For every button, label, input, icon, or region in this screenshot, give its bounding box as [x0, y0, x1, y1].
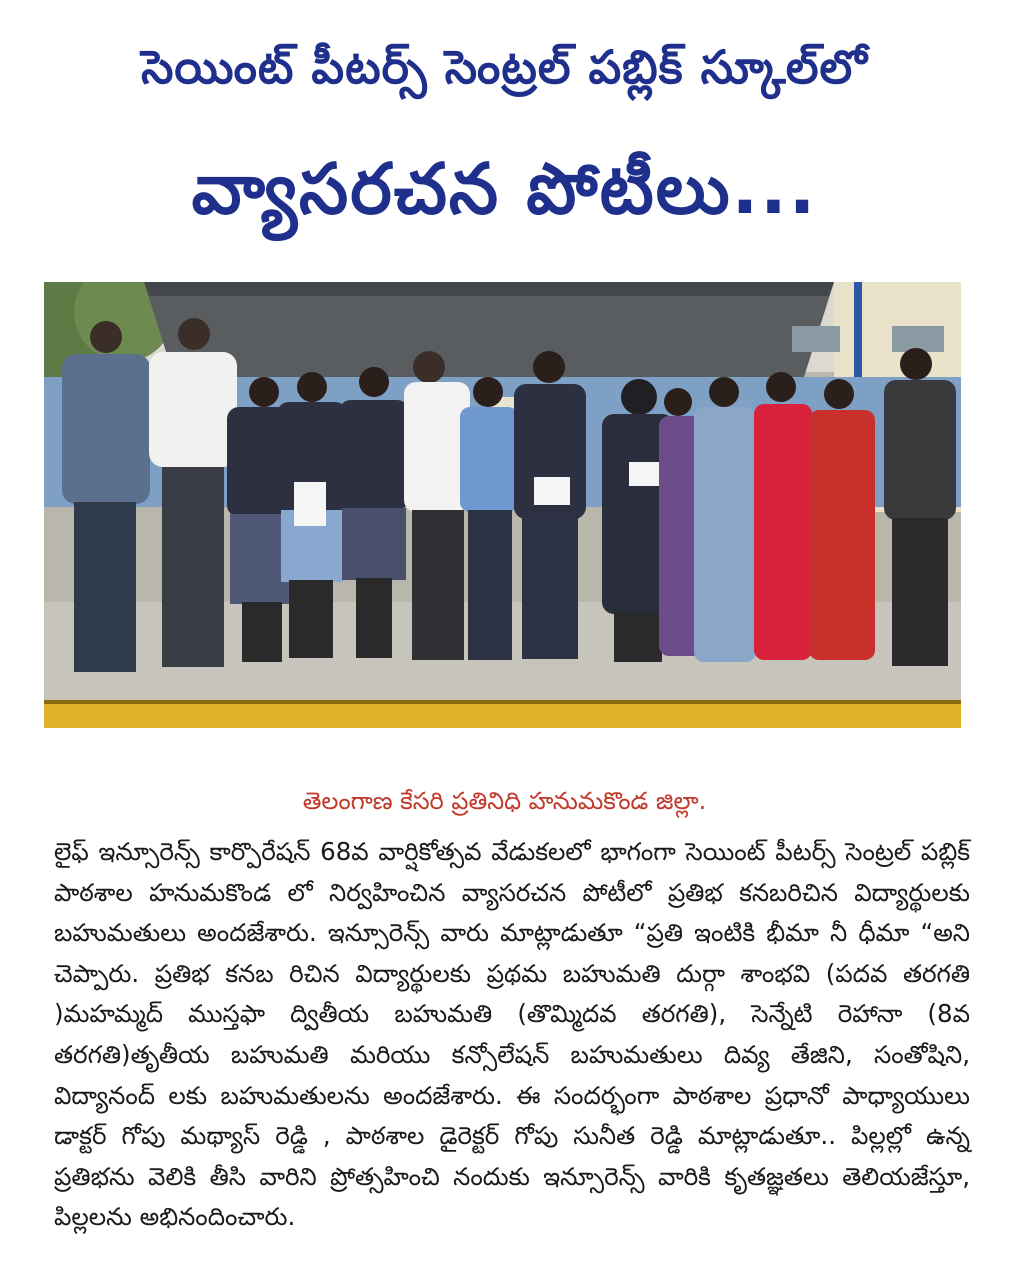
article-body	[54, 832, 970, 1238]
group-photo-image	[44, 282, 961, 728]
headline-line-2: వ్యాసరచన పోటీలు...	[191, 148, 818, 230]
dateline: తెలంగాణ కేసరి ప్రతినిధి హనుమకొండ జిల్లా.	[302, 787, 707, 815]
article-paragraph: లైఫ్ ఇన్సూరెన్స్ కార్పొరేషన్ 68వ వార్షికోత్సవ వేడుకలలో భాగంగా సెయింట్ పీటర్స్ సెంట్రల్ పబ్లిక్ పాఠశాల హనుమకొండ లో నిర్వహించిన వ్యాసరచన పోటీలో ప్రతిభ కనబరిచిన విద్యార్థులకు బహుమతులు అందజేశారు. ఇన్సూరెన్స్ వారు మాట్లాడుతూ “ప్రతి ఇంటికి భీమా నీ ధీమా “అని చెప్పారు. ప్రతిభ కనబ రిచిన విద్యార్థులకు ప్రథమ బహుమతి దుర్గా శాంభవి (పదవ తరగతి )మహమ్మద్ ముస్తఫా ద్వితీయ బహుమతి (తొమ్మిదవ తరగతి), సెన్నేటి రెహానా (8వ తరగతి)తృతీయ బహుమతి మరియు కన్సోలేషన్ బహుమతులు దివ్య తేజిని, సంతోషిని, విద్యానంద్ లకు బహుమతులను అందజేశారు. ఈ సందర్భంగా పాఠశాల ప్రధానో పాధ్యాయులు డాక్టర్ గోపు మథ్యాస్ రెడ్డి , పాఠశాల డైరెక్టర్ గోపు సునీత రెడ్డి మాట్లాడుతూ.. పిల్లల్లో ఉన్న ప్రతిభను వెలికి తీసి వారిని ప్రోత్సహించి నందుకు ఇన్సూరెన్స్ వారికి కృతజ్ఞతలు తెలియజేస్తూ, పిల్లలను అభినందించారు.	[54, 837, 970, 1232]
group-photo	[44, 282, 961, 728]
headline-line-1: సెయింట్ పీటర్స్ సెంట్రల్ పబ్లిక్ స్కూల్‌లో	[141, 40, 868, 94]
